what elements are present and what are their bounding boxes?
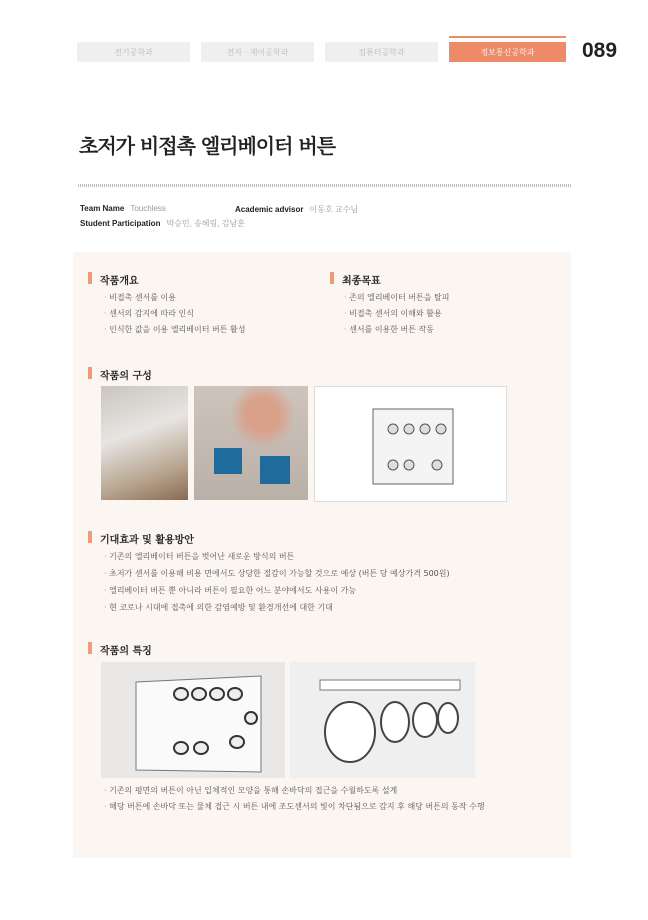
laptop-photo: [101, 386, 188, 500]
advisor: Academic advisor 이동호 교수님: [235, 205, 359, 214]
cone-button-icon: [290, 662, 475, 778]
page-number: 089: [582, 39, 618, 62]
list-item: · 비접촉 센서를 이용: [104, 292, 176, 303]
arduino-board-icon: [260, 456, 290, 484]
list-item: · 센서의 감지에 따라 인식: [104, 308, 194, 319]
list-item: · 센서를 이용한 버튼 작동: [344, 324, 434, 335]
heading-overview: 작품개요: [88, 272, 139, 287]
page-title: 초저가 비접촉 엘리베이터 버튼: [79, 134, 336, 158]
heading-goal: 최종목표: [330, 272, 381, 287]
arduino-photo: [194, 386, 308, 500]
tab-electronics-control[interactable]: 전자 · 제어공학과: [201, 42, 314, 62]
list-item: · 인식한 값을 이용 엘리베이터 버튼 활성: [104, 324, 245, 335]
list-item: · 해당 버튼에 손바닥 또는 물체 접근 시 버튼 내에 조도센서의 빛이 차단됨으로 감지 후 해당 버튼의 동작 수행: [104, 801, 485, 812]
participants: Student Participation 박승민, 송혜림, 김남훈: [80, 219, 245, 228]
list-item: · 존의 엘리베이터 버튼을 탈피: [344, 292, 449, 303]
arduino-board-icon: [214, 448, 242, 474]
button-panel-render: [101, 662, 285, 778]
list-item: · 현 코로나 시대에 접촉에 의한 감염예방 및 환경개선에 대한 기대: [104, 602, 333, 613]
box-model-icon: [315, 387, 506, 501]
heading-features: 작품의 특징: [88, 642, 152, 657]
tab-info-comm[interactable]: 정보통신공학과: [449, 42, 566, 62]
list-item: · 기존의 엘리베이터 버튼을 벗어난 새로운 방식의 버튼: [104, 551, 294, 562]
tab-computer[interactable]: 컴퓨터공학과: [325, 42, 438, 62]
team-name: Team Name Touchless: [80, 204, 166, 213]
list-item: · 비접촉 센서의 이해와 활용: [344, 308, 442, 319]
divider: [78, 184, 571, 187]
button-panel-icon: [101, 662, 285, 778]
button-closeup-render: [290, 662, 475, 778]
list-item: · 기존의 평면의 버튼이 아닌 입체적인 모양을 통해 손바닥의 접근을 수월하도록 설계: [104, 785, 397, 796]
heading-effects: 기대효과 및 활용방안: [88, 531, 194, 546]
3d-model-drawing: [314, 386, 507, 502]
heading-composition: 작품의 구성: [88, 367, 152, 382]
active-tab-line: [449, 36, 566, 38]
list-item: · 엘리베이터 버튼 뿐 아니라 버튼이 필요한 어느 분야에서도 사용이 가능: [104, 585, 356, 596]
list-item: · 초저가 센서를 이용해 비용 면에서도 상당한 절감이 가능할 것으로 예상 (버튼 당 예상가격 500원): [104, 568, 450, 579]
tab-electrical[interactable]: 전기공학과: [77, 42, 190, 62]
